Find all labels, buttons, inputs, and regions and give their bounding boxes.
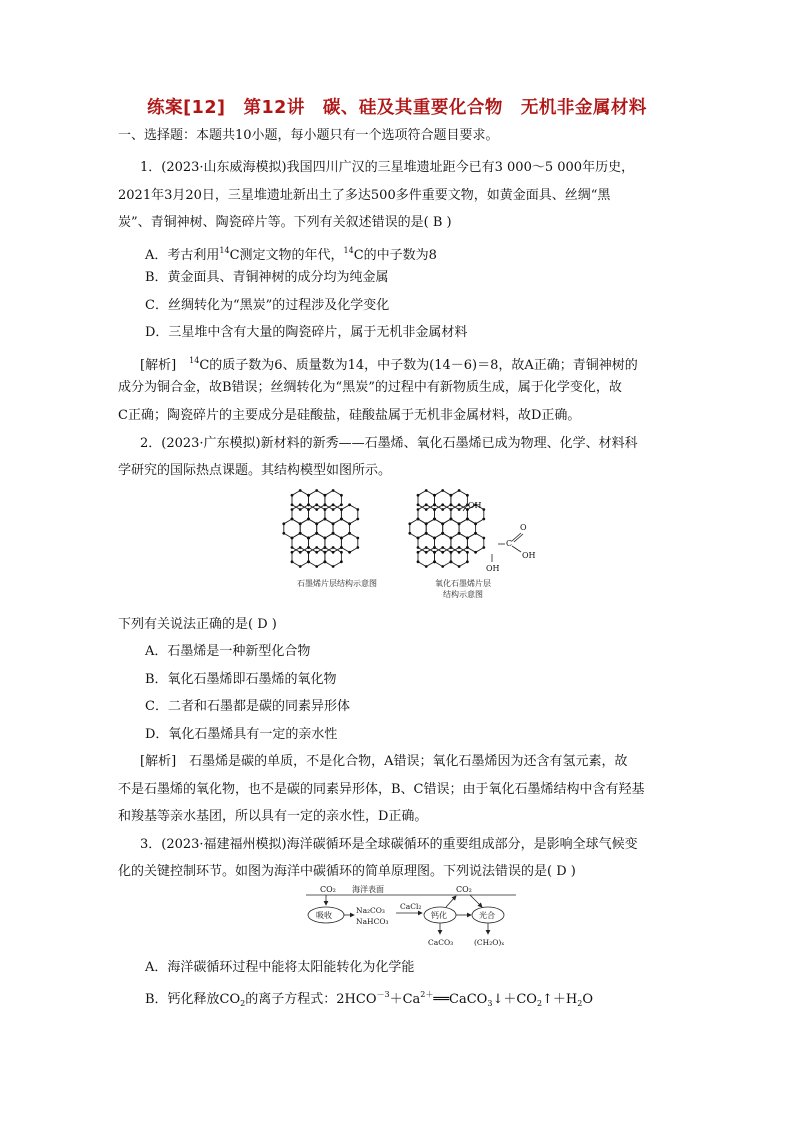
carbon-atom	[425, 532, 428, 535]
carbon-atom	[482, 546, 485, 549]
carbon-atom	[458, 532, 461, 535]
carbon-atom	[356, 518, 359, 521]
q1-option-a: A．考古利用$^{14}$C测定文物的年代，$^{14}$C的中子数为8	[145, 246, 437, 263]
carbon-atom	[324, 546, 327, 549]
carbon-atom	[441, 532, 444, 535]
carbon-atom	[417, 508, 420, 511]
carbon-atom	[307, 560, 310, 563]
hexagon-ring	[451, 491, 468, 510]
absorb-label: 吸收	[316, 911, 332, 920]
carbon-atom	[315, 489, 318, 492]
carbon-atom	[441, 565, 444, 568]
cacl2-label: CaCl₂	[400, 902, 422, 911]
carbon-atom	[433, 551, 436, 554]
carbon-atom	[324, 494, 327, 497]
carbon-atom	[332, 522, 335, 525]
carbon-atom	[324, 503, 327, 506]
carbon-atom	[450, 518, 453, 521]
q1-explanation-line3: C正确；陶瓷碎片的主要成分是硅酸盐，硅酸盐属于无机非金属材料，故D正确。	[118, 408, 581, 423]
carbon-atom	[450, 546, 453, 549]
q2-explanation-line3: 和羧基等亲水基团，所以具有一定的亲水性，D正确。	[118, 809, 428, 824]
carbon-atom	[450, 560, 453, 563]
carbon-atom	[466, 551, 469, 554]
carbon-atom	[441, 508, 444, 511]
hexagonal-lattice	[282, 489, 359, 568]
hexagon-ring	[467, 533, 483, 552]
co2-input-label: CO₂	[320, 885, 336, 894]
carbon-atom	[417, 546, 420, 549]
hexagon-ring	[451, 533, 468, 552]
carbon-atom	[307, 551, 310, 554]
carbon-atom	[466, 494, 469, 497]
carbon-atom	[348, 522, 351, 525]
carbon-atom	[307, 494, 310, 497]
q1-option-d: D．三星堆中含有大量的陶瓷碎片，属于无机非金属材料	[145, 325, 468, 340]
carbon-atom	[299, 551, 302, 554]
carbon-atom	[425, 522, 428, 525]
carbon-atom	[340, 537, 343, 540]
carbon-atom	[291, 494, 294, 497]
q1-option-c: C．丝绸转化为“黑炭”的过程涉及化学变化	[145, 298, 390, 313]
q2-stem-line2: 学研究的国际热点课题。其结构模型如图所示。	[118, 463, 392, 478]
graphene-caption: 石墨烯片层结构示意图	[297, 579, 377, 588]
carbon-atom	[433, 494, 436, 497]
carbon-atom	[441, 489, 444, 492]
q1-stem-line2: 2021年3月20日，三星堆遗址新出土了多达500多件重要文物，如黄金面具、丝绸“黑	[118, 188, 611, 203]
q1-explanation-line1: [解析] $^{14}$C的质子数为6、质量数为14，中子数为(14－6)＝8，故A正确；青铜神树的	[140, 356, 638, 373]
q2-option-d: D．氧化石墨烯具有一定的亲水性	[145, 727, 338, 742]
hexagon-ring	[309, 491, 325, 510]
carbon-atom	[450, 503, 453, 506]
carbon-atom	[466, 537, 469, 540]
carbon-atom	[299, 546, 302, 549]
carbon-atom	[441, 503, 444, 506]
hexagon-ring	[292, 491, 309, 510]
carbon-atom	[332, 546, 335, 549]
carbon-atom	[324, 518, 327, 521]
carbon-atom	[324, 560, 327, 563]
carbon-atom	[458, 522, 461, 525]
carbon-atom	[356, 508, 359, 511]
carbon-atom	[291, 537, 294, 540]
caco3-label: CaCO₃	[428, 938, 454, 947]
carbon-atom	[433, 546, 436, 549]
q2-option-b: B．氧化石墨烯即石墨烯的氧化物	[145, 672, 337, 687]
carbon-atom	[340, 494, 343, 497]
carbon-atom	[417, 551, 420, 554]
carbon-atom	[450, 551, 453, 554]
q3-stem-line2: 化的关键控制环节。如图为海洋中碳循环的简单原理图。下列说法错误的是( D )	[118, 864, 576, 879]
carbon-atom	[332, 551, 335, 554]
carbon-atom	[425, 546, 428, 549]
carbon-atom	[348, 503, 351, 506]
carbon-atom	[315, 503, 318, 506]
na2co3-label: Na₂CO₃	[356, 906, 385, 915]
q2-option-a: A．石墨烯是一种新型化合物	[145, 644, 311, 659]
carbon-atom	[340, 560, 343, 563]
carbon-atom	[356, 537, 359, 540]
carbon-atom	[425, 508, 428, 511]
q1-explanation-line2: 成分为铜合金，故B错误；丝绸转化为“黑炭”的过程中有新物质生成，属于化学变化，故	[118, 380, 622, 395]
q1-stem-line3: 炭”、青铜神树、陶瓷碎片等。下列有关叙述错误的是( B )	[118, 215, 452, 230]
carbon-atom	[291, 508, 294, 511]
carbon-atom	[307, 518, 310, 521]
carbon-atom	[315, 522, 318, 525]
carbon-atom	[332, 503, 335, 506]
carbon-atom	[324, 537, 327, 540]
carbon-atom	[291, 551, 294, 554]
hexagon-ring	[309, 548, 325, 567]
calcify-label: 钙化	[431, 911, 447, 920]
graphene-structure-figure	[280, 486, 390, 574]
hexagon-ring	[325, 491, 342, 510]
hexagon-ring	[418, 491, 435, 510]
carbon-atom	[324, 551, 327, 554]
carbon-atom	[417, 537, 420, 540]
carbon-atom	[299, 508, 302, 511]
carbon-atom	[417, 518, 420, 521]
q1-option-b: B．黄金面具、青铜神树的成分均为纯金属	[145, 270, 389, 285]
carbon-atom	[433, 537, 436, 540]
carbon-atom	[315, 546, 318, 549]
carbon-atom	[340, 551, 343, 554]
carbon-atom	[425, 565, 428, 568]
photosynthesis-label: 光合	[479, 911, 495, 920]
carbon-atom	[458, 503, 461, 506]
carbon-atom	[307, 503, 310, 506]
carbon-atom	[307, 537, 310, 540]
carbon-atom	[441, 546, 444, 549]
carbon-atom	[458, 565, 461, 568]
carbon-atom	[340, 503, 343, 506]
q3-option-b: B．钙化释放$CO_2$的离子方程式：$2HCO^{-3}+Ca^{2+}══CaCO_3↓+CO_2↑+H_2O$	[145, 990, 594, 1008]
carbon-atom	[466, 560, 469, 563]
q3-stem-line1: 3．(2023·福建福州模拟)海洋碳循环是全球碳循环的重要组成部分，是影响全球气候变	[140, 837, 638, 852]
carbon-atom	[474, 522, 477, 525]
carbon-atom	[466, 546, 469, 549]
carbon-atom	[482, 508, 485, 511]
carbon-atom	[291, 518, 294, 521]
co2-output-label: CO₂	[456, 885, 472, 894]
carbon-atom	[332, 489, 335, 492]
hydroxyl-label-bottom: OH	[486, 564, 500, 573]
ch2o-label: (CH₂O)ₓ	[474, 938, 505, 947]
hexagon-ring	[325, 548, 342, 567]
q2-explanation-line1: [解析] 石墨烯是碳的单质，不是化合物，A错误；氧化石墨烯因为还含有氢元素，故	[140, 754, 628, 769]
q2-stem-line1: 2．(2023·广东模拟)新材料的新秀——石墨烯、氧化石墨烯已成为物理、化学、材料科	[140, 436, 638, 451]
carbon-atom	[466, 518, 469, 521]
carbon-atom	[315, 565, 318, 568]
carbon-atom	[482, 537, 485, 540]
page-title: 练案[12] 第12讲 碳、硅及其重要化合物 无机非金属材料	[147, 98, 647, 118]
carbon-atom	[315, 508, 318, 511]
carbon-atom	[458, 508, 461, 511]
carbon-atom	[408, 522, 411, 525]
carbon-atom	[433, 508, 436, 511]
carbon-atom	[458, 546, 461, 549]
carbon-atom	[299, 503, 302, 506]
carbon-atom	[299, 565, 302, 568]
carbon-atom	[425, 503, 428, 506]
carboxyl-c-label: C	[506, 539, 513, 548]
hexagon-ring	[435, 548, 451, 567]
hexagon-ring	[292, 548, 309, 567]
nahco3-label: NaHCO₃	[356, 917, 389, 926]
carbon-atom	[291, 503, 294, 506]
carbon-atom	[458, 551, 461, 554]
carbon-atom	[482, 518, 485, 521]
graphene-oxide-caption-line2: 结构示意图	[443, 590, 483, 599]
hexagon-ring	[341, 533, 357, 552]
carbon-atom	[433, 560, 436, 563]
carbon-atom	[348, 532, 351, 535]
q3-option-a: A．海洋碳循环过程中能将太阳能转化为化学能	[145, 960, 415, 975]
q1-stem-line1: 1．(2023·山东威海模拟)我国四川广汉的三星堆遗址距今已有3 000～5 000年历史，	[140, 160, 635, 175]
carbon-atom	[425, 489, 428, 492]
ocean-surface-label: 海洋表面	[352, 885, 384, 894]
carbon-atom	[340, 546, 343, 549]
carbon-atom	[450, 537, 453, 540]
carbon-atom	[307, 508, 310, 511]
q2-option-c: C．二者和石墨都是碳的同素异形体	[145, 699, 350, 714]
carbon-cycle-diagram	[296, 882, 526, 952]
carbonyl-o-label: O	[520, 523, 527, 532]
graphene-oxide-caption-line1: 氧化石墨烯片层	[435, 579, 491, 588]
hexagon-ring	[435, 491, 451, 510]
carbon-atom	[441, 522, 444, 525]
carbon-atom	[324, 508, 327, 511]
carbon-atom	[417, 560, 420, 563]
carbon-atom	[441, 551, 444, 554]
carbon-atom	[291, 560, 294, 563]
carbon-atom	[417, 503, 420, 506]
q2-explanation-line2: 不是石墨烯的氧化物，也不是碳的同素异形体，B、C错误；由于氧化石墨烯结构中含有羟基	[118, 782, 645, 797]
carbon-atom	[315, 551, 318, 554]
carbon-atom	[282, 532, 285, 535]
hexagon-ring	[418, 533, 435, 552]
hydroxyl-label-top: OH	[468, 501, 482, 510]
carbon-atom	[315, 532, 318, 535]
carbon-atom	[450, 494, 453, 497]
carbon-atom	[425, 551, 428, 554]
hexagon-ring	[418, 548, 435, 567]
carbon-atom	[291, 546, 294, 549]
carbon-atom	[282, 522, 285, 525]
carbon-atom	[356, 546, 359, 549]
hexagon-ring	[309, 533, 325, 552]
section-heading: 一、选择题：本题共10小题，每小题只有一个选项符合题目要求。	[118, 128, 499, 143]
graphene-oxide-structure-figure	[408, 486, 548, 574]
hexagon-ring	[292, 533, 309, 552]
q2-question: 下列有关说法正确的是( D )	[118, 617, 277, 632]
hexagon-ring	[451, 548, 468, 567]
carbon-atom	[408, 532, 411, 535]
carbon-atom	[332, 532, 335, 535]
carbon-atom	[458, 489, 461, 492]
carbon-atom	[299, 489, 302, 492]
carbon-atom	[307, 546, 310, 549]
carbon-atom	[340, 518, 343, 521]
carbon-atom	[474, 551, 477, 554]
carbon-atom	[433, 503, 436, 506]
carboxyl-oh-label: OH	[522, 551, 536, 560]
carbon-atom	[450, 508, 453, 511]
carbon-atom	[340, 508, 343, 511]
carbon-atom	[348, 551, 351, 554]
hexagon-ring	[325, 533, 342, 552]
carbon-atom	[332, 508, 335, 511]
carbon-atom	[433, 518, 436, 521]
carbon-atom	[332, 565, 335, 568]
hexagon-ring	[435, 533, 451, 552]
carbon-atom	[299, 532, 302, 535]
carbon-atom	[299, 522, 302, 525]
carbon-atom	[474, 532, 477, 535]
carbon-atom	[417, 494, 420, 497]
